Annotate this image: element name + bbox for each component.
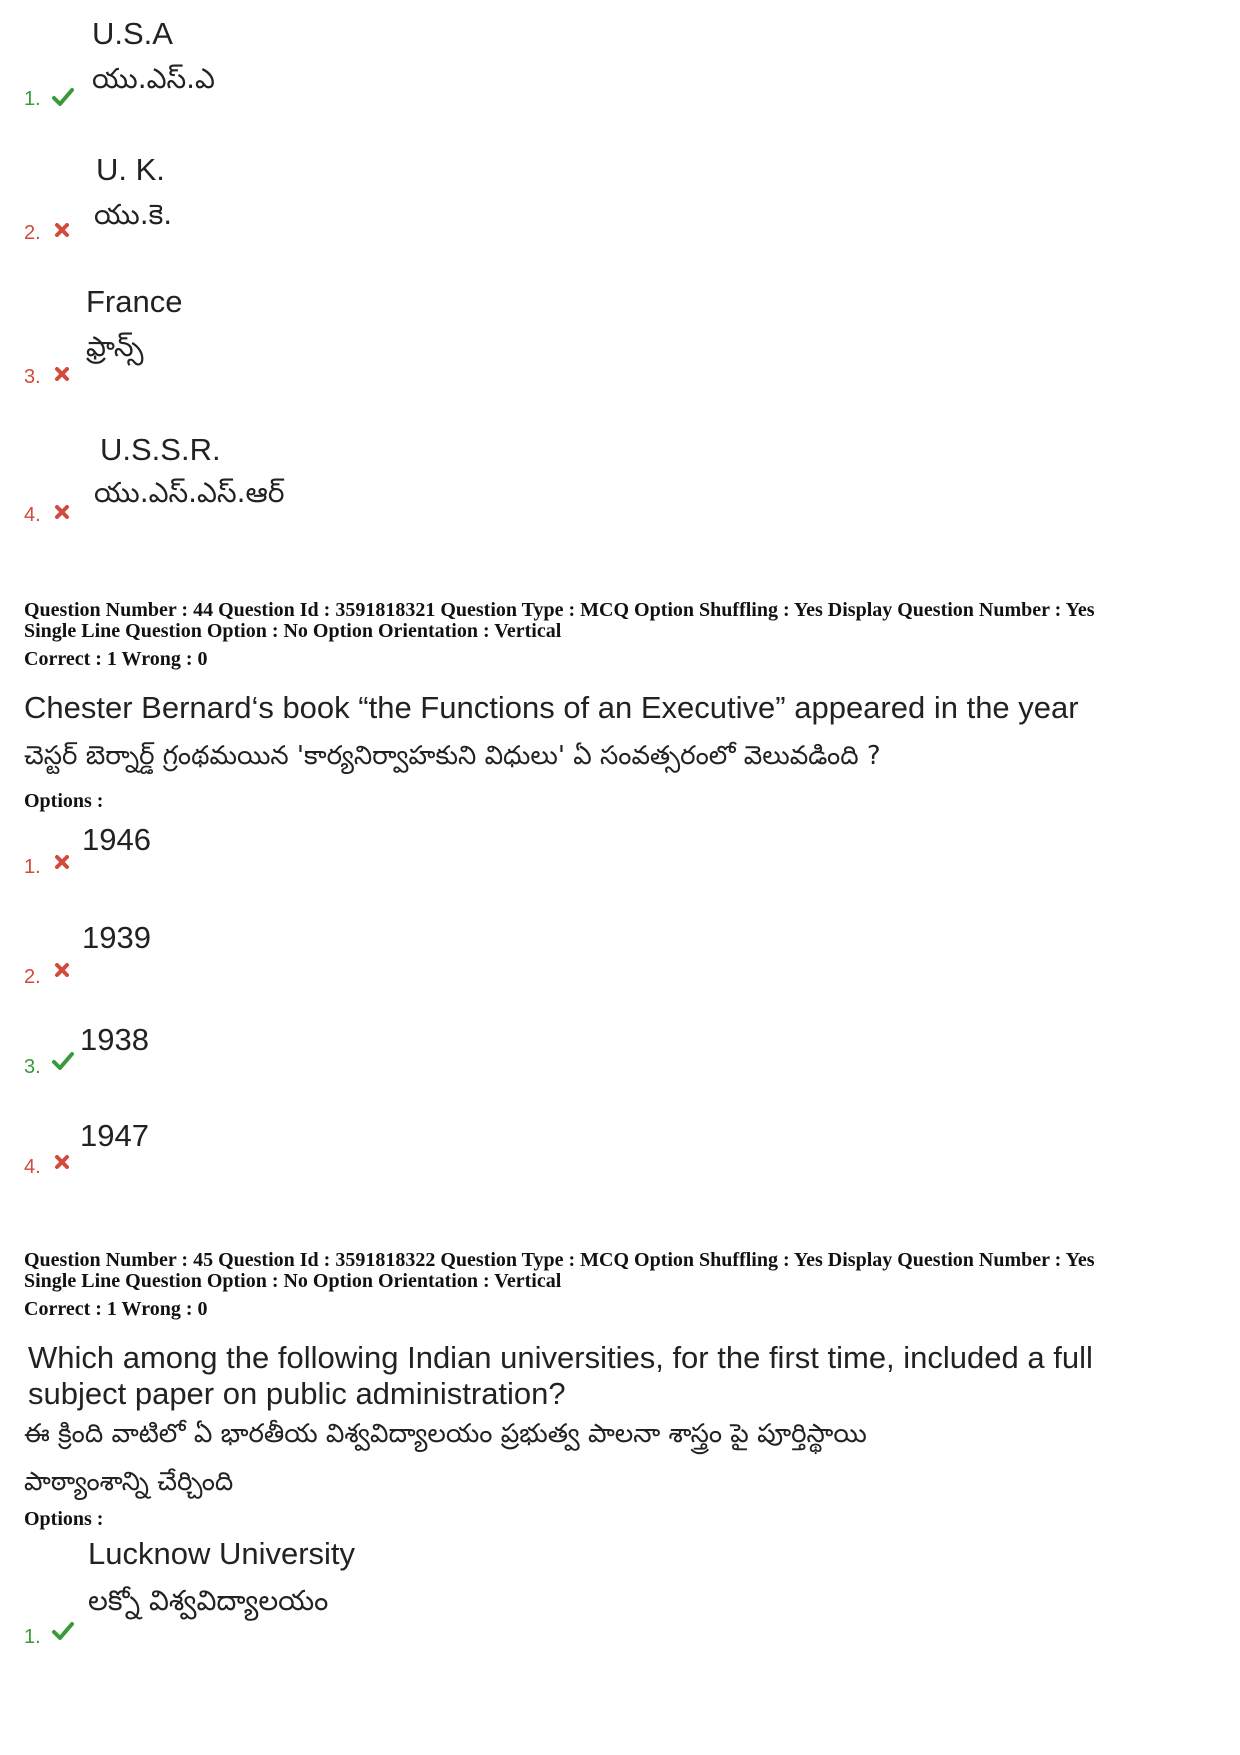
option-number: 2. [24,222,41,244]
option-text-te: ఫ్రాన్స్ [86,330,144,363]
option-number: 2. [24,966,41,988]
question-text-te: ఈ క్రింది వాటిలో ఏ భారతీయ విశ్వవిద్యాలయం ప్రభుత్వ పాలనా శాస్త్రం పై పూర్తిస్థాయి [24,1419,867,1449]
options-label: Options : [24,790,104,812]
question-marks: Correct : 1 Wrong : 0 [24,1298,208,1320]
option-text-en: 1938 [80,1022,149,1057]
cross-icon [54,366,70,382]
question-marks: Correct : 1 Wrong : 0 [24,648,208,670]
cross-icon [54,1154,70,1170]
option-number: 4. [24,504,41,526]
option-text-te: యు.ఎస్.ఎ [92,62,215,95]
question-text-en: Which among the following Indian universities, for the first time, included a full [28,1340,1093,1375]
question-text-te-line2: పాఠ్యాంశాన్ని చేర్చింది [24,1467,234,1497]
question-meta: Question Number : 45 Question Id : 3591818322 Question Type : MCQ Option Shuffling : Yes Display Question Number : Yes [24,1249,1095,1271]
option-number: 1. [24,1626,41,1648]
option-text-te: యు.కె. [94,198,173,231]
cross-icon [54,504,70,520]
option-number: 3. [24,1056,41,1078]
checkmark-icon [52,1620,74,1642]
option-text-en: 1947 [80,1118,149,1153]
option-number: 3. [24,366,41,388]
question-text-en-line2: subject paper on public administration? [28,1376,566,1411]
checkmark-icon [52,1050,74,1072]
option-number: 1. [24,856,41,878]
question-text-te: చెస్టర్ బెర్నార్డ్ గ్రంథమయిన 'కార్యనిర్వాహకుని విధులు' ఏ సంవత్సరంలో వెలువడింది ? [24,741,881,771]
option-number: 4. [24,1156,41,1178]
option-text-en: U. K. [96,152,165,187]
option-text-te: లక్నో విశ్వవిద్యాలయం [88,1584,329,1617]
options-label: Options : [24,1508,104,1530]
cross-icon [54,222,70,238]
question-meta-options: Single Line Question Option : No Option Orientation : Vertical [24,1270,562,1292]
checkmark-icon [52,86,74,108]
option-number: 1. [24,88,41,110]
option-text-te: యు.ఎస్.ఎస్.ఆర్ [94,476,285,509]
option-text-en: U.S.S.R. [100,432,221,467]
option-text-en: 1946 [82,822,151,857]
option-text-en: France [86,284,183,319]
cross-icon [54,962,70,978]
question-text-en: Chester Bernard‘s book “the Functions of an Executive” appeared in the year [24,690,1079,725]
option-text-en: U.S.A [92,16,173,51]
option-text-en: Lucknow University [88,1536,356,1571]
question-meta: Question Number : 44 Question Id : 3591818321 Question Type : MCQ Option Shuffling : Yes Display Question Number : Yes [24,599,1095,621]
cross-icon [54,854,70,870]
question-meta-options: Single Line Question Option : No Option Orientation : Vertical [24,620,562,642]
option-text-en: 1939 [82,920,151,955]
